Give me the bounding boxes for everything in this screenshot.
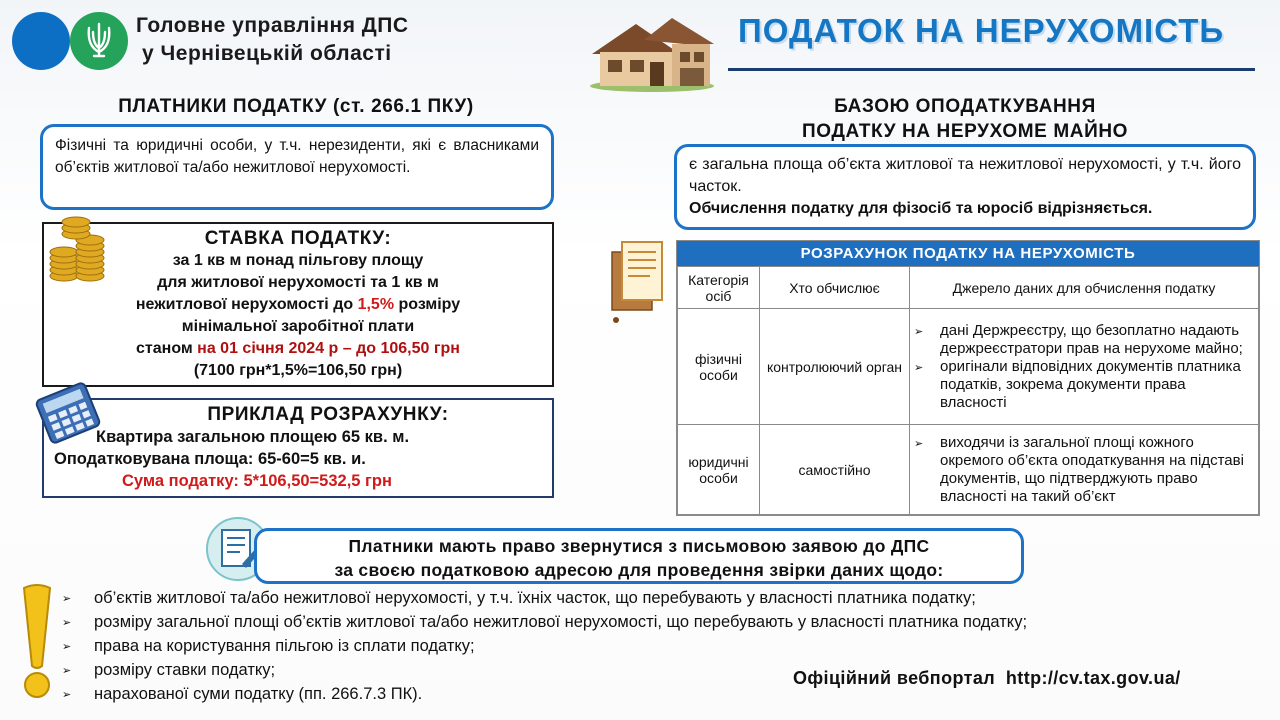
example-line3: Сума податку: 5*106,50=532,5 грн (122, 472, 392, 490)
bullet-arrow-icon: ➢ (914, 325, 924, 338)
page-title: ПОДАТОК НА НЕРУХОМІСТЬ (738, 12, 1225, 49)
calc-cell-sources (910, 425, 1259, 515)
list-item: ➢ розміру загальної площі об’єктів житлової та/або нежитлової нерухомості, що перебувають у власності платника податку; (56, 610, 1256, 634)
org-name-line1: Головне управління ДПС (136, 14, 409, 37)
calc-cell-who: контролюючий орган (760, 309, 910, 425)
calc-table (676, 240, 1260, 516)
base-text: є загальна площа об’єкта житлової та нежитлової нерухомості, у т.ч. його часток. (689, 156, 1241, 195)
calculator-icon (32, 382, 104, 444)
rate-line4: мінімальної заробітної плати (181, 318, 415, 335)
payers-box (40, 124, 554, 210)
rate-heading: СТАВКА ПОДАТКУ: (204, 228, 392, 249)
portal-link[interactable]: http://cv.tax.gov.ua/ (1005, 668, 1181, 688)
payers-heading: ПЛАТНИКИ ПОДАТКУ (ст. 266.1 ПКУ) (118, 96, 474, 117)
bullet-arrow-icon: ➢ (914, 361, 924, 374)
bullet-arrow-icon: ➢ (62, 616, 72, 629)
list-item: ➢ оригінали відповідних документів платника податків, зокрема документи права власності (914, 357, 1241, 411)
rate-line6: (7100 грн*1,5%=106,50 грн) (193, 362, 403, 379)
rate-line2: для житлової нерухомості та 1 кв м (157, 274, 439, 291)
house-icon (588, 10, 716, 92)
base-heading (680, 94, 1250, 144)
list-item: ➢ нарахованої суми податку (пп. 266.7.3 ПК). (56, 682, 1256, 706)
portal-line (793, 668, 1181, 689)
base-box (674, 144, 1256, 230)
bullet-arrow-icon: ➢ (62, 688, 72, 701)
bullet-arrow-icon: ➢ (914, 437, 924, 450)
example-box (42, 398, 554, 498)
document-icon (606, 236, 672, 326)
portal-label: Офіційний вебпортал (793, 668, 996, 688)
calc-cell-sources (910, 309, 1259, 425)
example-heading: ПРИКЛАД РОЗРАХУНКУ: (207, 404, 449, 425)
rate-line3: нежитлової нерухомості до 1,5% розміру (135, 296, 461, 313)
title-underline (728, 68, 1255, 71)
calc-header-who: Хто обчислює (760, 267, 910, 309)
bullet-arrow-icon: ➢ (62, 664, 72, 677)
calc-cell-category: юридичні особи (678, 425, 760, 515)
calc-cell-who: самостійно (760, 425, 910, 515)
bullet-arrow-icon: ➢ (62, 640, 72, 653)
logo-green-circle (70, 12, 128, 70)
bullet-arrow-icon: ➢ (62, 592, 72, 605)
calc-table-title: РОЗРАХУНОК ПОДАТКУ НА НЕРУХОМІСТЬ (677, 241, 1259, 266)
rate-line5: станом на 01 січня 2024 р – до 106,50 грн (136, 340, 460, 357)
base-text2: Обчислення податку для фізосіб та юросіб відрізняється. (689, 200, 1153, 217)
table-row (678, 425, 1259, 515)
rate-box (42, 222, 554, 387)
list-item: ➢ права на користування пільгою із сплати податку; (56, 634, 1256, 658)
example-line2: Оподатковувана площа: 65-60=5 кв. и. (54, 450, 366, 468)
trident-icon (84, 22, 114, 60)
org-name-line2: у Чернівецькій області (142, 42, 392, 65)
rights-line1: Платники мають право звернутися з письмовою заявою до ДПС (348, 536, 930, 556)
list-item: ➢ виходячи із загальної площі кожного окремого об’єкта оподаткування на підставі документів, що підтверджують право власності на такий об’єкт (914, 433, 1244, 505)
payers-text: Фізичні та юридичні особи, у т.ч. нерезиденти, які є власниками об’єктів житлової та/або нежитлової нерухомості. (55, 137, 539, 176)
coins-icon (48, 214, 110, 284)
example-line1: Квартира загальною площею 65 кв. м. (96, 428, 410, 446)
list-item: ➢ об’єктів житлової та/або нежитлової нерухомості, у т.ч. їхніх часток, що перебувають у власності платника податку; (56, 586, 1256, 610)
table-row (678, 309, 1259, 425)
base-heading-line1: БАЗОЮ ОПОДАТКУВАННЯ (834, 96, 1096, 117)
rate-line1: за 1 кв м понад пільгову площу (172, 252, 424, 269)
calc-header-category: Категорія осіб (678, 267, 760, 309)
rights-line2: за своєю податковою адресою для проведення звірки даних щодо: (334, 560, 944, 580)
calc-cell-category: фізичні особи (678, 309, 760, 425)
logo-blue-circle (12, 12, 70, 70)
base-heading-line2: ПОДАТКУ НА НЕРУХОМЕ МАЙНО (801, 121, 1129, 142)
list-item: ➢ розміру ставки податку; (56, 658, 1256, 682)
exclamation-icon (18, 582, 56, 700)
list-item: ➢ дані Держреєстру, що безоплатно надають держреєстратори прав на нерухоме майно; (914, 321, 1243, 357)
calc-header-source: Джерело даних для обчислення податку (910, 267, 1259, 309)
rights-callout (254, 528, 1024, 584)
org-name (136, 12, 409, 68)
